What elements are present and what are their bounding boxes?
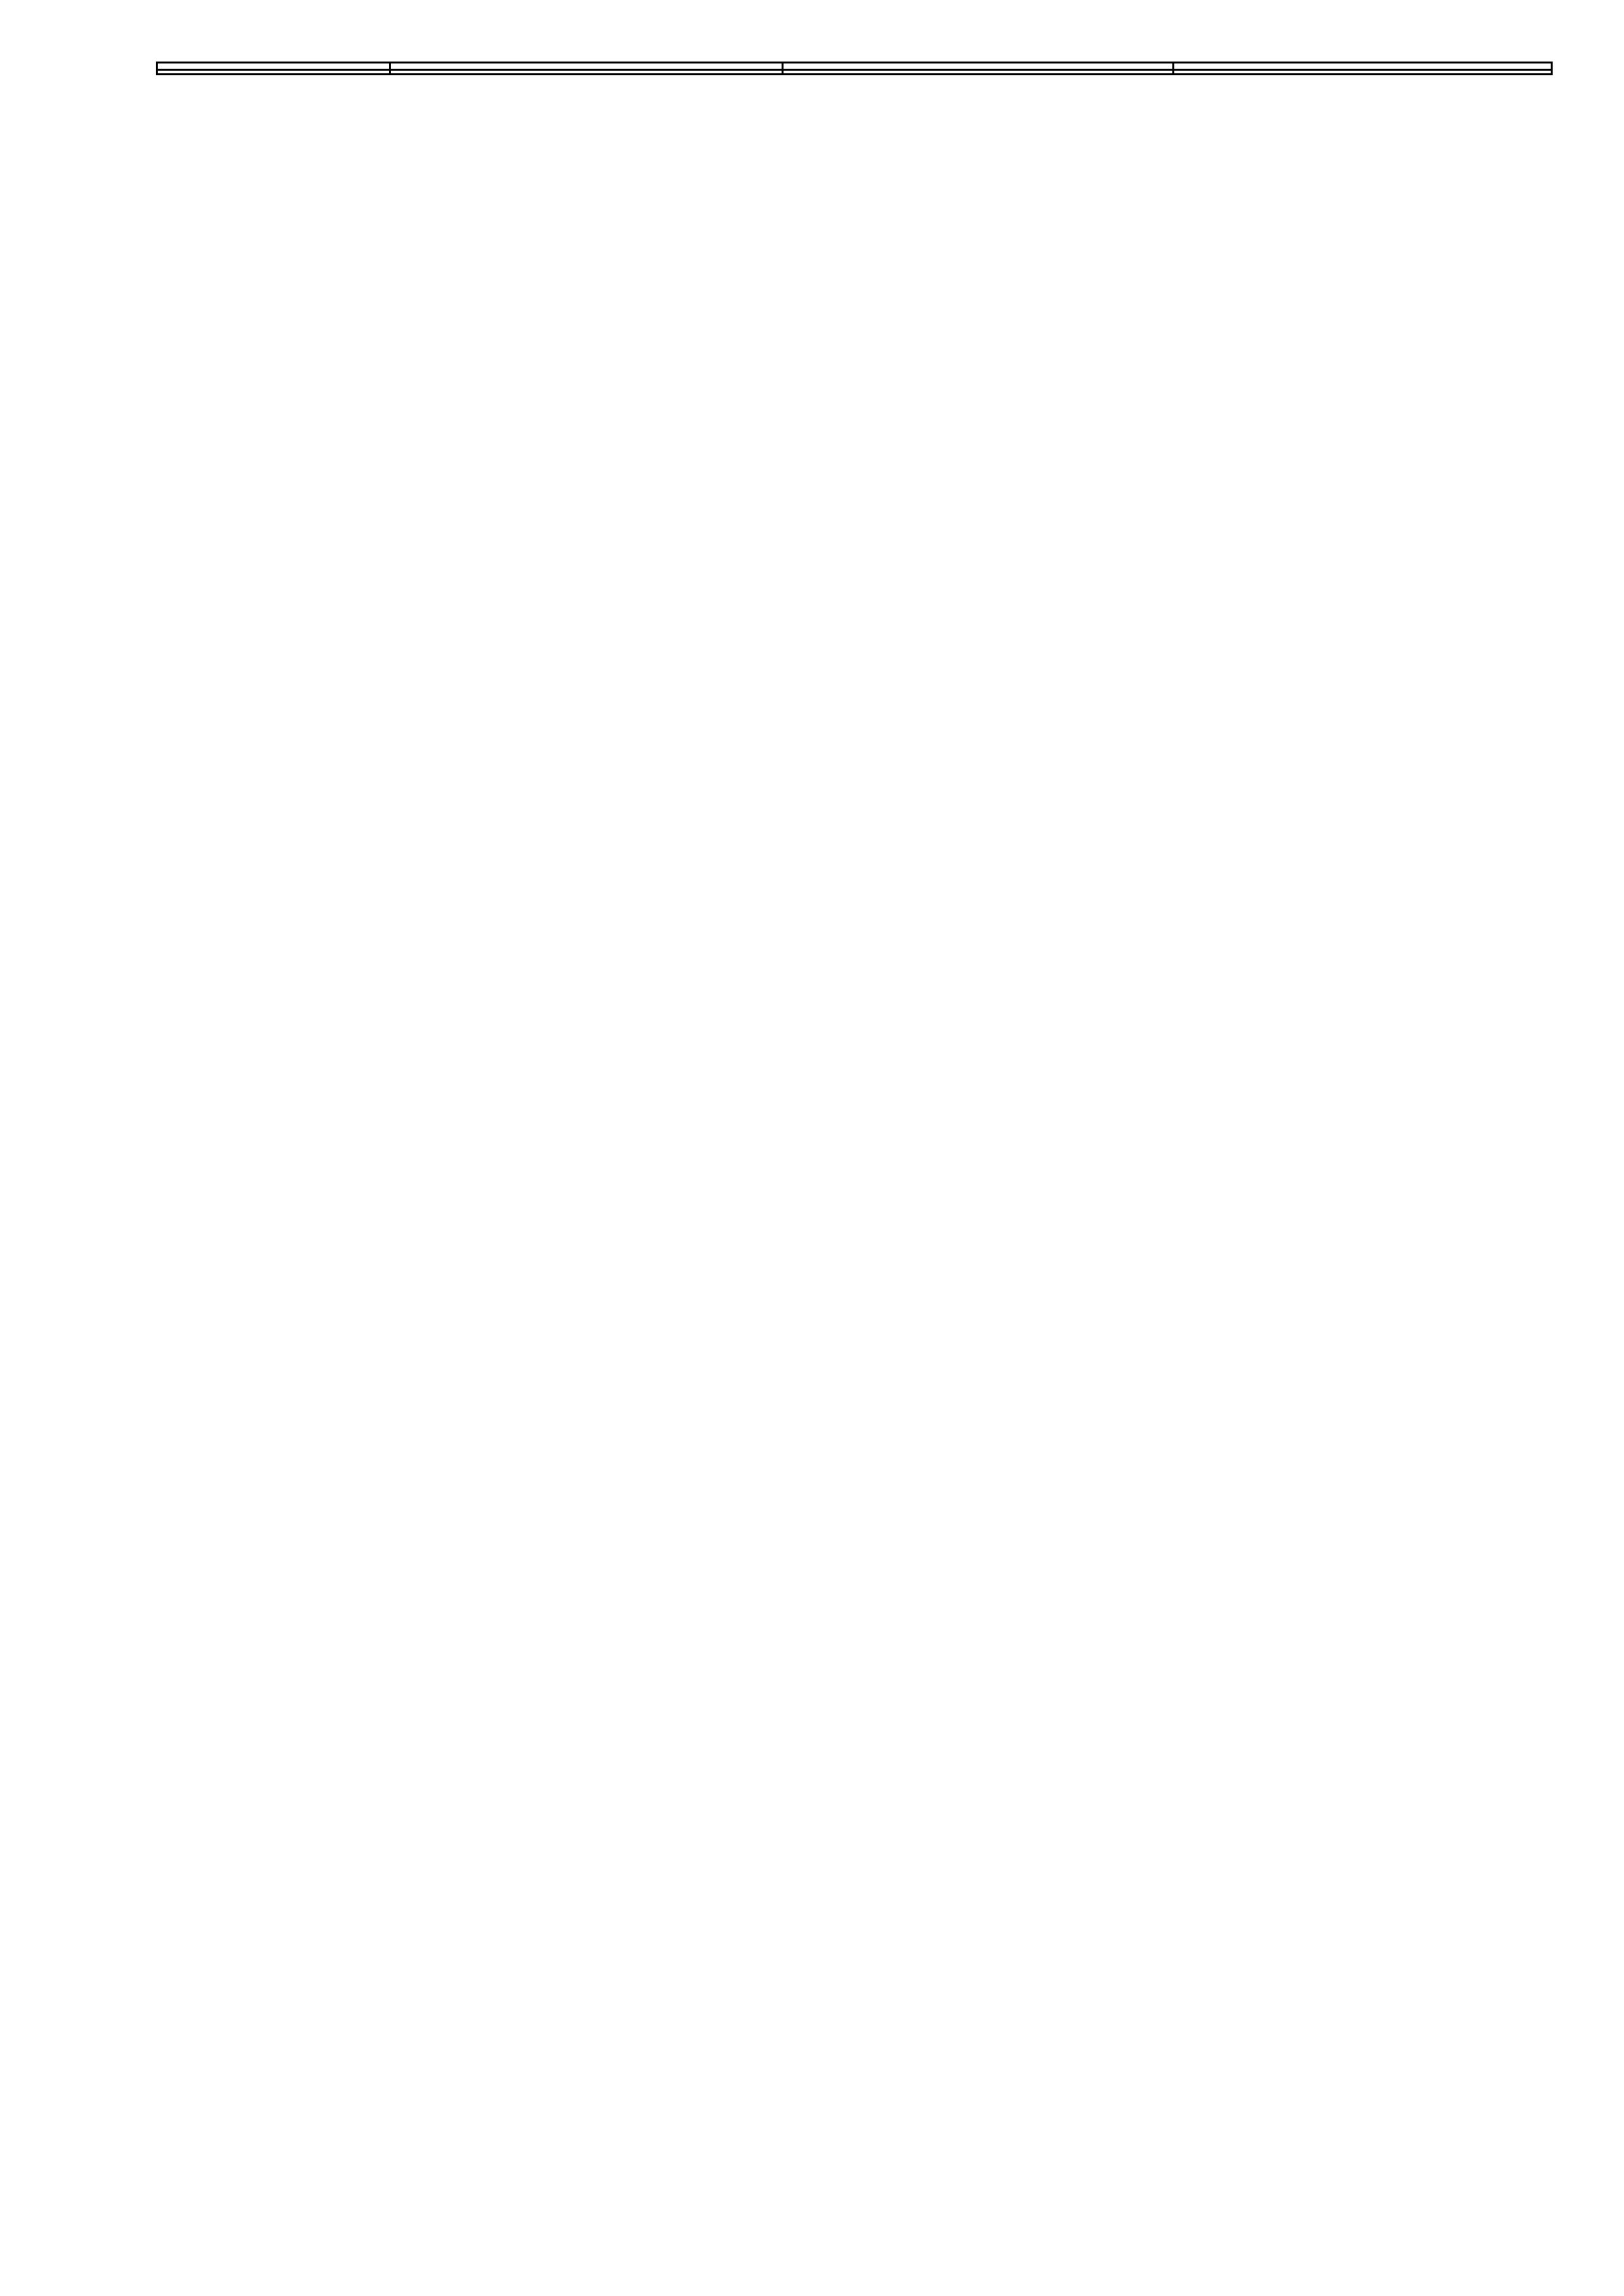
method-item-2 <box>156 114 1553 152</box>
section-heading <box>156 190 1553 229</box>
cell-value-max-flow <box>389 70 782 75</box>
table-header-row <box>157 63 1552 70</box>
section-spacer <box>156 152 1553 190</box>
header-cell-transitional-flow <box>782 63 1174 70</box>
clause-2-8-2 <box>156 268 1553 306</box>
header-cell-min-flow <box>1174 63 1552 70</box>
table-data-row <box>157 70 1552 75</box>
cell-diameter-range <box>157 70 390 75</box>
method-item-1 <box>156 75 1553 114</box>
header-cell-diameter <box>157 63 390 70</box>
cell-value-min-flow <box>1174 70 1552 75</box>
cell-value-transitional-flow <box>782 70 1174 75</box>
header-cell-max-flow <box>389 63 782 70</box>
table-2 <box>156 62 1553 75</box>
page-content <box>156 62 1553 345</box>
clause-2-8-3 <box>156 306 1553 345</box>
clause-2-8-1 <box>156 229 1553 268</box>
